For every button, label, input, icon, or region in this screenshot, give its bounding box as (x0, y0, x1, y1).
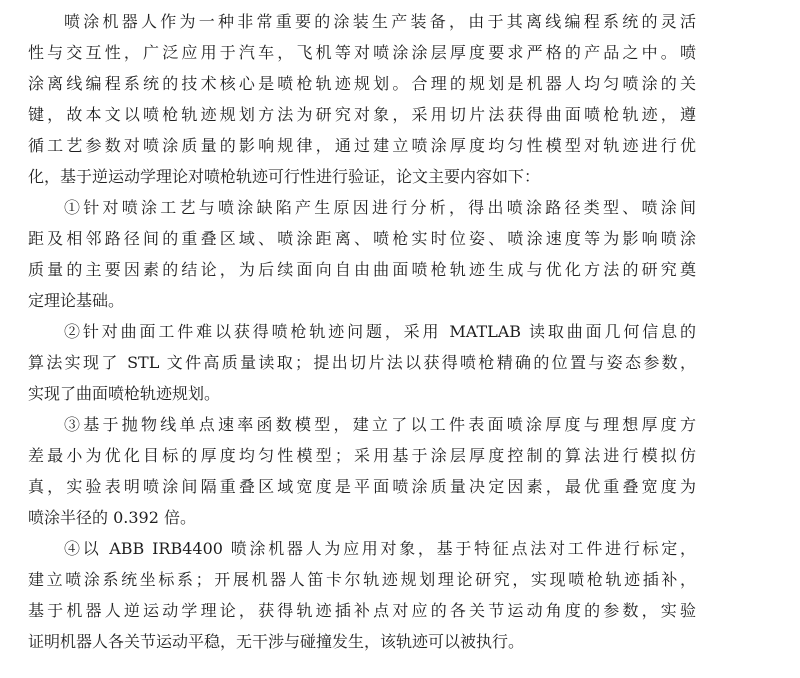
text-line: 差最小为优化目标的厚度均匀性模型；采用基于涂层厚度控制的算法进行模拟仿 (28, 446, 696, 465)
text-line: 建立喷涂系统坐标系；开展机器人笛卡尔轨迹规划理论研究，实现喷枪轨迹插补， (28, 570, 696, 589)
text-line: 键，故本文以喷枪轨迹规划方法为研究对象，采用切片法获得曲面喷枪轨迹，遵 (28, 105, 696, 124)
text-line: 算法实现了 STL 文件高质量读取；提出切片法以获得喷枪精确的位置与姿态参数， (28, 353, 696, 372)
text-line: 循工艺参数对喷涂质量的影响规律，通过建立喷涂厚度均匀性模型对轨迹进行优 (28, 136, 696, 155)
text-line: 真，实验表明喷涂间隔重叠区域宽度是平面喷涂质量决定因素，最优重叠宽度为 (28, 477, 696, 496)
abstract-body (28, 6, 696, 657)
text-line: 实现了曲面喷枪轨迹规划。 (28, 384, 221, 403)
text-line: 涂离线编程系统的技术核心是喷枪轨迹规划。合理的规划是机器人均匀喷涂的关 (28, 74, 696, 93)
paragraph-item-3 (28, 409, 696, 533)
text-line: ②针对曲面工件难以获得喷枪轨迹问题，采用 MATLAB 读取曲面几何信息的 (64, 322, 696, 341)
text-line: 喷涂机器人作为一种非常重要的涂装生产装备，由于其离线编程系统的灵活 (64, 12, 696, 31)
text-line: ④以 ABB IRB4400 喷涂机器人为应用对象，基于特征点法对工件进行标定， (64, 539, 696, 558)
text-line: 化，基于逆运动学理论对喷枪轨迹可行性进行验证，论文主要内容如下： (28, 167, 541, 186)
paragraph-item-4 (28, 533, 696, 657)
paragraph-item-2 (28, 316, 696, 409)
text-line: 喷涂半径的 0.392 倍。 (28, 508, 196, 527)
text-line: 距及相邻路径间的重叠区域、喷涂距离、喷枪实时位姿、喷涂速度等为影响喷涂 (28, 229, 696, 248)
text-line: 定理论基础。 (28, 291, 125, 310)
paragraph-item-1 (28, 192, 696, 316)
text-line: 证明机器人各关节运动平稳，无干涉与碰撞发生，该轨迹可以被执行。 (28, 632, 525, 651)
text-line: 质量的主要因素的结论，为后续面向自由曲面喷枪轨迹生成与优化方法的研究奠 (28, 260, 696, 279)
text-line: ①针对喷涂工艺与喷涂缺陷产生原因进行分析，得出喷涂路径类型、喷涂间 (64, 198, 696, 217)
text-line: ③基于抛物线单点速率函数模型，建立了以工件表面喷涂厚度与理想厚度方 (64, 415, 696, 434)
text-line: 性与交互性，广泛应用于汽车，飞机等对喷涂涂层厚度要求严格的产品之中。喷 (28, 43, 696, 62)
text-line: 基于机器人逆运动学理论，获得轨迹插补点对应的各关节运动角度的参数，实验 (28, 601, 696, 620)
paragraph-intro (28, 6, 696, 192)
